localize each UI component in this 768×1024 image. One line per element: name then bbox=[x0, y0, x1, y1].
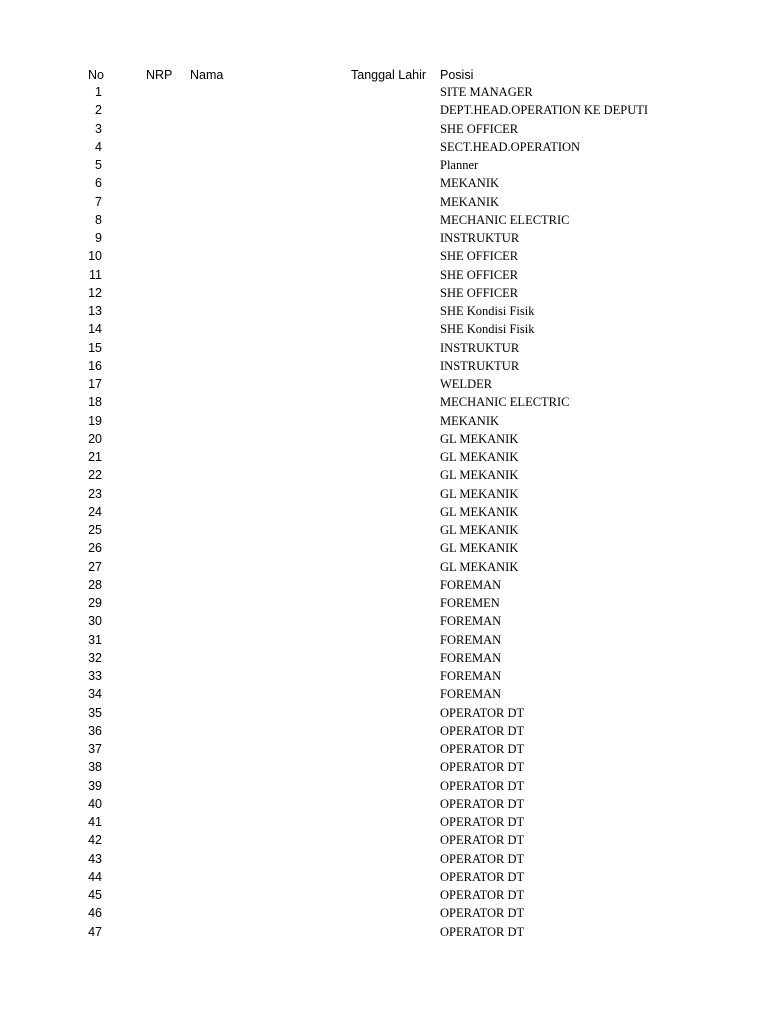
cell-posisi: MEKANIK bbox=[440, 176, 500, 191]
table-row bbox=[0, 923, 768, 941]
table-row bbox=[0, 284, 768, 302]
cell-no: 45 bbox=[88, 888, 102, 902]
table-row bbox=[0, 138, 768, 156]
cell-posisi: SITE MANAGER bbox=[440, 85, 533, 99]
table-row bbox=[0, 612, 768, 630]
cell-no: 46 bbox=[88, 906, 102, 921]
table-row bbox=[0, 594, 768, 612]
cell-no: 4 bbox=[95, 139, 102, 154]
table-row bbox=[0, 850, 768, 868]
table-row bbox=[0, 886, 768, 904]
header-posisi: Posisi bbox=[440, 68, 474, 82]
cell-posisi: OPERATOR DT bbox=[440, 760, 525, 775]
table-row bbox=[0, 357, 768, 375]
table-row bbox=[0, 576, 768, 594]
cell-posisi: SHE OFFICER bbox=[440, 121, 519, 136]
table-row bbox=[0, 813, 768, 831]
cell-posisi: WELDER bbox=[440, 377, 493, 391]
table-row bbox=[0, 831, 768, 849]
cell-no: 30 bbox=[88, 614, 102, 629]
cell-posisi: SHE OFFICER bbox=[440, 285, 519, 300]
cell-no: 28 bbox=[88, 577, 102, 592]
cell-posisi: MEKANIK bbox=[440, 413, 500, 428]
cell-no: 44 bbox=[88, 869, 102, 884]
cell-posisi: GL MEKANIK bbox=[440, 450, 519, 464]
cell-no: 19 bbox=[88, 413, 102, 428]
cell-no: 29 bbox=[88, 596, 102, 610]
cell-no: 9 bbox=[95, 231, 102, 245]
cell-posisi: FOREMAN bbox=[440, 632, 502, 647]
cell-no: 34 bbox=[88, 687, 102, 702]
cell-no: 6 bbox=[95, 176, 102, 191]
table-row bbox=[0, 777, 768, 795]
cell-no: 41 bbox=[88, 815, 102, 829]
header-nrp: NRP bbox=[146, 68, 173, 82]
cell-posisi: FOREMAN bbox=[440, 650, 502, 665]
cell-posisi: OPERATOR DT bbox=[440, 796, 525, 811]
cell-no: 16 bbox=[88, 358, 102, 373]
cell-no: 21 bbox=[88, 450, 102, 464]
cell-posisi: SHE Kondisi Fisik bbox=[440, 322, 535, 337]
cell-no: 24 bbox=[88, 504, 102, 519]
cell-no: 43 bbox=[88, 851, 102, 866]
cell-no: 20 bbox=[88, 431, 102, 446]
cell-posisi: OPERATOR DT bbox=[440, 742, 525, 756]
table-row bbox=[0, 503, 768, 521]
cell-posisi: SHE OFFICER bbox=[440, 267, 519, 282]
cell-posisi: Planner bbox=[440, 158, 479, 172]
table-row bbox=[0, 339, 768, 357]
cell-posisi: OPERATOR DT bbox=[440, 833, 525, 848]
cell-posisi: INSTRUKTUR bbox=[440, 340, 520, 355]
cell-posisi: OPERATOR DT bbox=[440, 924, 525, 939]
table-row bbox=[0, 485, 768, 503]
cell-posisi: GL MEKANIK bbox=[440, 504, 519, 519]
cell-posisi: MEKANIK bbox=[440, 194, 500, 209]
cell-no: 2 bbox=[95, 103, 102, 118]
table-row bbox=[0, 722, 768, 740]
cell-no: 13 bbox=[88, 304, 102, 318]
cell-posisi: OPERATOR DT bbox=[440, 869, 525, 884]
table-row bbox=[0, 631, 768, 649]
cell-posisi: GL MEKANIK bbox=[440, 486, 519, 501]
cell-no: 1 bbox=[95, 85, 102, 99]
cell-no: 11 bbox=[89, 267, 102, 282]
table-row bbox=[0, 430, 768, 448]
cell-no: 15 bbox=[88, 340, 102, 355]
cell-posisi: OPERATOR DT bbox=[440, 723, 525, 738]
table-row bbox=[0, 320, 768, 338]
cell-no: 42 bbox=[88, 833, 102, 848]
cell-posisi: SECT.HEAD.OPERATION bbox=[440, 139, 581, 154]
table-row bbox=[0, 83, 768, 101]
table-row bbox=[0, 247, 768, 265]
cell-no: 33 bbox=[88, 669, 102, 683]
cell-posisi: FOREMAN bbox=[440, 614, 502, 629]
cell-posisi: OPERATOR DT bbox=[440, 778, 525, 793]
cell-posisi: GL MEKANIK bbox=[440, 468, 519, 483]
cell-no: 23 bbox=[88, 486, 102, 501]
table-row bbox=[0, 649, 768, 667]
table-row bbox=[0, 740, 768, 758]
table-body bbox=[0, 83, 768, 941]
cell-no: 26 bbox=[88, 541, 102, 556]
header-no: No bbox=[88, 68, 104, 82]
table-row bbox=[0, 521, 768, 539]
table-row bbox=[0, 101, 768, 119]
cell-no: 12 bbox=[88, 285, 102, 300]
cell-no: 25 bbox=[88, 523, 102, 537]
cell-posisi: INSTRUKTUR bbox=[440, 358, 520, 373]
table-row bbox=[0, 667, 768, 685]
table-row bbox=[0, 193, 768, 211]
cell-no: 14 bbox=[88, 322, 102, 337]
cell-posisi: FOREMAN bbox=[440, 687, 502, 702]
table-row bbox=[0, 685, 768, 703]
table-row bbox=[0, 448, 768, 466]
cell-posisi: OPERATOR DT bbox=[440, 851, 525, 866]
cell-no: 47 bbox=[88, 924, 102, 939]
cell-posisi: OPERATOR DT bbox=[440, 815, 525, 829]
table-row bbox=[0, 539, 768, 557]
cell-no: 37 bbox=[88, 742, 102, 756]
cell-no: 5 bbox=[95, 158, 102, 172]
cell-posisi: DEPT.HEAD.OPERATION KE DEPUTI bbox=[440, 103, 649, 118]
cell-posisi: SHE OFFICER bbox=[440, 249, 519, 264]
cell-no: 18 bbox=[88, 395, 102, 410]
table-row bbox=[0, 868, 768, 886]
cell-posisi: FOREMAN bbox=[440, 669, 502, 683]
cell-no: 17 bbox=[88, 377, 102, 391]
cell-no: 10 bbox=[88, 249, 102, 264]
table-row bbox=[0, 174, 768, 192]
cell-no: 32 bbox=[88, 650, 102, 665]
cell-posisi: OPERATOR DT bbox=[440, 888, 525, 902]
cell-no: 8 bbox=[95, 212, 102, 227]
table-row bbox=[0, 211, 768, 229]
cell-posisi: GL MEKANIK bbox=[440, 431, 519, 446]
header-nama: Nama bbox=[190, 68, 224, 82]
cell-no: 35 bbox=[88, 705, 102, 720]
table-row bbox=[0, 375, 768, 393]
cell-posisi: SHE Kondisi Fisik bbox=[440, 304, 535, 318]
cell-posisi: OPERATOR DT bbox=[440, 906, 525, 921]
table-row bbox=[0, 393, 768, 411]
cell-no: 31 bbox=[88, 632, 102, 647]
table-row bbox=[0, 302, 768, 320]
header-tanggal-lahir: Tanggal Lahir bbox=[351, 68, 427, 82]
cell-posisi: INSTRUKTUR bbox=[440, 231, 520, 245]
cell-posisi: MECHANIC ELECTRIC bbox=[440, 212, 570, 227]
table-row bbox=[0, 412, 768, 430]
cell-no: 38 bbox=[88, 760, 102, 775]
cell-posisi: FOREMEN bbox=[440, 596, 500, 610]
table-row bbox=[0, 156, 768, 174]
table-row bbox=[0, 704, 768, 722]
cell-no: 39 bbox=[88, 778, 102, 793]
table-row bbox=[0, 558, 768, 576]
cell-no: 27 bbox=[88, 559, 102, 574]
cell-posisi: GL MEKANIK bbox=[440, 523, 519, 537]
cell-posisi: GL MEKANIK bbox=[440, 541, 519, 556]
table-row bbox=[0, 758, 768, 776]
table-row bbox=[0, 466, 768, 484]
cell-posisi: GL MEKANIK bbox=[440, 559, 519, 574]
cell-posisi: OPERATOR DT bbox=[440, 705, 525, 720]
table-row bbox=[0, 229, 768, 247]
table-row bbox=[0, 120, 768, 138]
table-row bbox=[0, 795, 768, 813]
cell-no: 22 bbox=[88, 468, 102, 483]
cell-posisi: FOREMAN bbox=[440, 577, 502, 592]
table-row bbox=[0, 266, 768, 284]
cell-no: 3 bbox=[95, 121, 102, 136]
cell-no: 36 bbox=[88, 723, 102, 738]
cell-no: 7 bbox=[95, 194, 102, 209]
cell-posisi: MECHANIC ELECTRIC bbox=[440, 395, 570, 410]
table-row bbox=[0, 904, 768, 922]
cell-no: 40 bbox=[88, 796, 102, 811]
